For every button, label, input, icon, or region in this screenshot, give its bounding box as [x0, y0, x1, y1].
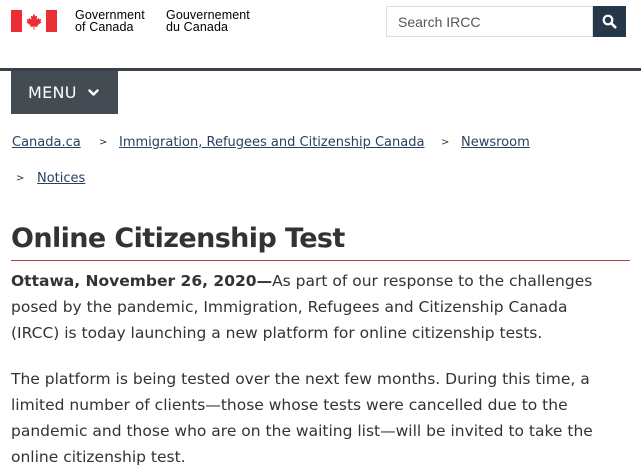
dateline-dash: — [256, 272, 273, 290]
breadcrumb-item-canada [12, 135, 81, 151]
breadcrumb-item-newsroom [461, 135, 530, 151]
breadcrumb-link-newsroom[interactable]: Newsroom [461, 135, 530, 150]
search-icon [602, 14, 617, 29]
title-underline [11, 260, 630, 261]
chevron-down-icon [88, 89, 99, 97]
menu-button[interactable] [11, 71, 118, 114]
gouvernement-du-canada-signature[interactable]: Gouvernement du Canada [166, 8, 250, 34]
paragraph-line: As part of our response to the challenges [272, 272, 593, 290]
breadcrumb-item-ircc [119, 135, 424, 151]
breadcrumb-item-notices [37, 171, 85, 187]
canada-flag-icon[interactable] [11, 10, 57, 32]
breadcrumb-separator: > [99, 137, 108, 148]
intro-paragraph [11, 268, 633, 346]
paragraph-line: pandemic and those who are on the waiting list—will be invited to take the [11, 422, 593, 440]
page-title: Online Citizenship Test [11, 223, 345, 254]
paragraph-line: The platform is being tested over the next few months. During this time, a [11, 370, 590, 388]
paragraph-line: posed by the pandemic, Immigration, Refugees and Citizenship Canada [11, 298, 568, 316]
breadcrumb-separator: > [16, 173, 25, 184]
site-header [0, 0, 641, 70]
government-of-canada-signature[interactable]: Government of Canada [75, 8, 145, 34]
platform-paragraph [11, 366, 633, 470]
breadcrumb-link-notices[interactable]: Notices [37, 171, 86, 186]
paragraph-line: limited number of clients—those whose tests were cancelled due to the [11, 396, 568, 414]
breadcrumb-link-ircc[interactable]: Immigration, Refugees and Citizenship Canada [119, 135, 425, 150]
search-input[interactable] [386, 6, 593, 37]
breadcrumb-separator: > [441, 137, 450, 148]
paragraph-line: (IRCC) is today launching a new platform for online citizenship tests. [11, 324, 543, 342]
breadcrumb-link-canada[interactable]: Canada.ca [12, 135, 81, 150]
menu-label: MENU [28, 83, 77, 102]
dateline: Ottawa, November 26, 2020 [11, 272, 257, 290]
search-button[interactable] [593, 6, 626, 37]
paragraph-line: online citizenship test. [11, 448, 186, 466]
